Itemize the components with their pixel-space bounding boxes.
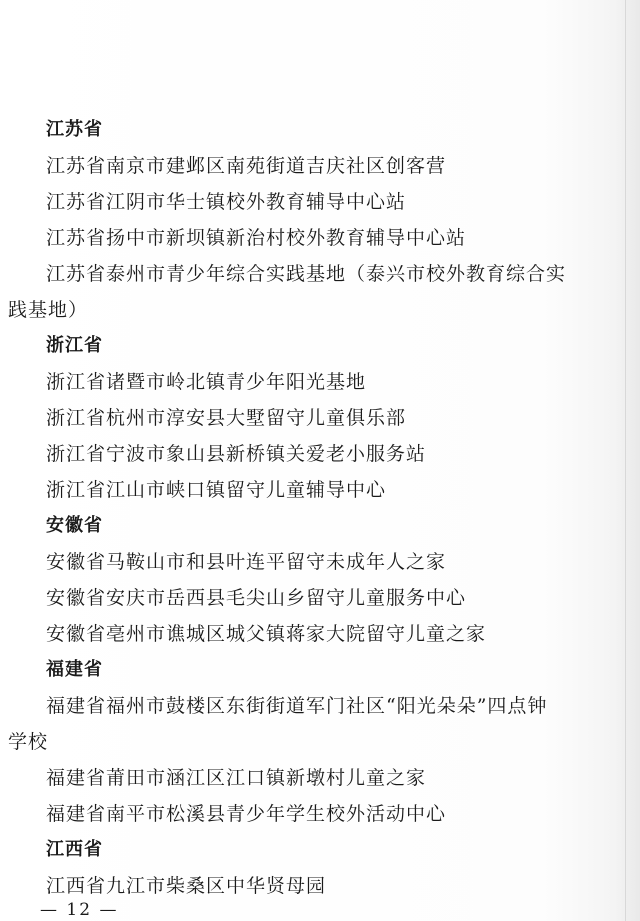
list-item: 浙江省江山市峡口镇留守儿童辅导中心 xyxy=(46,479,387,501)
list-item: 福建省南平市松溪县青少年学生校外活动中心 xyxy=(46,803,447,825)
list-item: 浙江省宁波市象山县新桥镇关爱老小服务站 xyxy=(46,443,427,465)
page-number: — 12 — xyxy=(40,900,119,920)
list-item: 浙江省诸暨市岭北镇青少年阳光基地 xyxy=(46,371,367,393)
list-item: 福建省莆田市涵江区江口镇新墩村儿童之家 xyxy=(46,767,427,789)
list-item-wrapped-line2: 践基地） xyxy=(8,299,89,321)
list-item: 安徽省亳州市谯城区城父镇蒋家大院留守儿童之家 xyxy=(46,623,487,645)
province-heading-zhejiang: 浙江省 xyxy=(46,335,103,356)
province-heading-jiangxi: 江西省 xyxy=(46,839,103,860)
list-item: 江苏省江阴市华士镇校外教育辅导中心站 xyxy=(46,191,407,213)
list-item: 浙江省杭州市淳安县大墅留守儿童俱乐部 xyxy=(46,407,407,429)
province-heading-jiangsu: 江苏省 xyxy=(46,119,103,140)
list-item-wrapped-line1: 福建省福州市鼓楼区东街街道军门社区“阳光朵朵”四点钟 xyxy=(46,695,548,717)
province-heading-fujian: 福建省 xyxy=(46,659,103,680)
list-item: 江苏省南京市建邺区南苑街道吉庆社区创客营 xyxy=(46,155,447,177)
province-heading-anhui: 安徽省 xyxy=(46,515,103,536)
list-item: 江苏省扬中市新坝镇新治村校外教育辅导中心站 xyxy=(46,227,467,249)
page-edge-shadow xyxy=(625,0,626,921)
list-item-wrapped-line2: 学校 xyxy=(8,731,49,753)
list-item-wrapped-line1: 江苏省泰州市青少年综合实践基地（泰兴市校外教育综合实 xyxy=(46,263,567,285)
document-body xyxy=(8,112,567,904)
list-item: 江西省九江市柴桑区中华贤母园 xyxy=(46,875,327,897)
list-item: 安徽省马鞍山市和县叶连平留守未成年人之家 xyxy=(46,551,447,573)
list-item: 安徽省安庆市岳西县毛尖山乡留守儿童服务中心 xyxy=(46,587,467,609)
